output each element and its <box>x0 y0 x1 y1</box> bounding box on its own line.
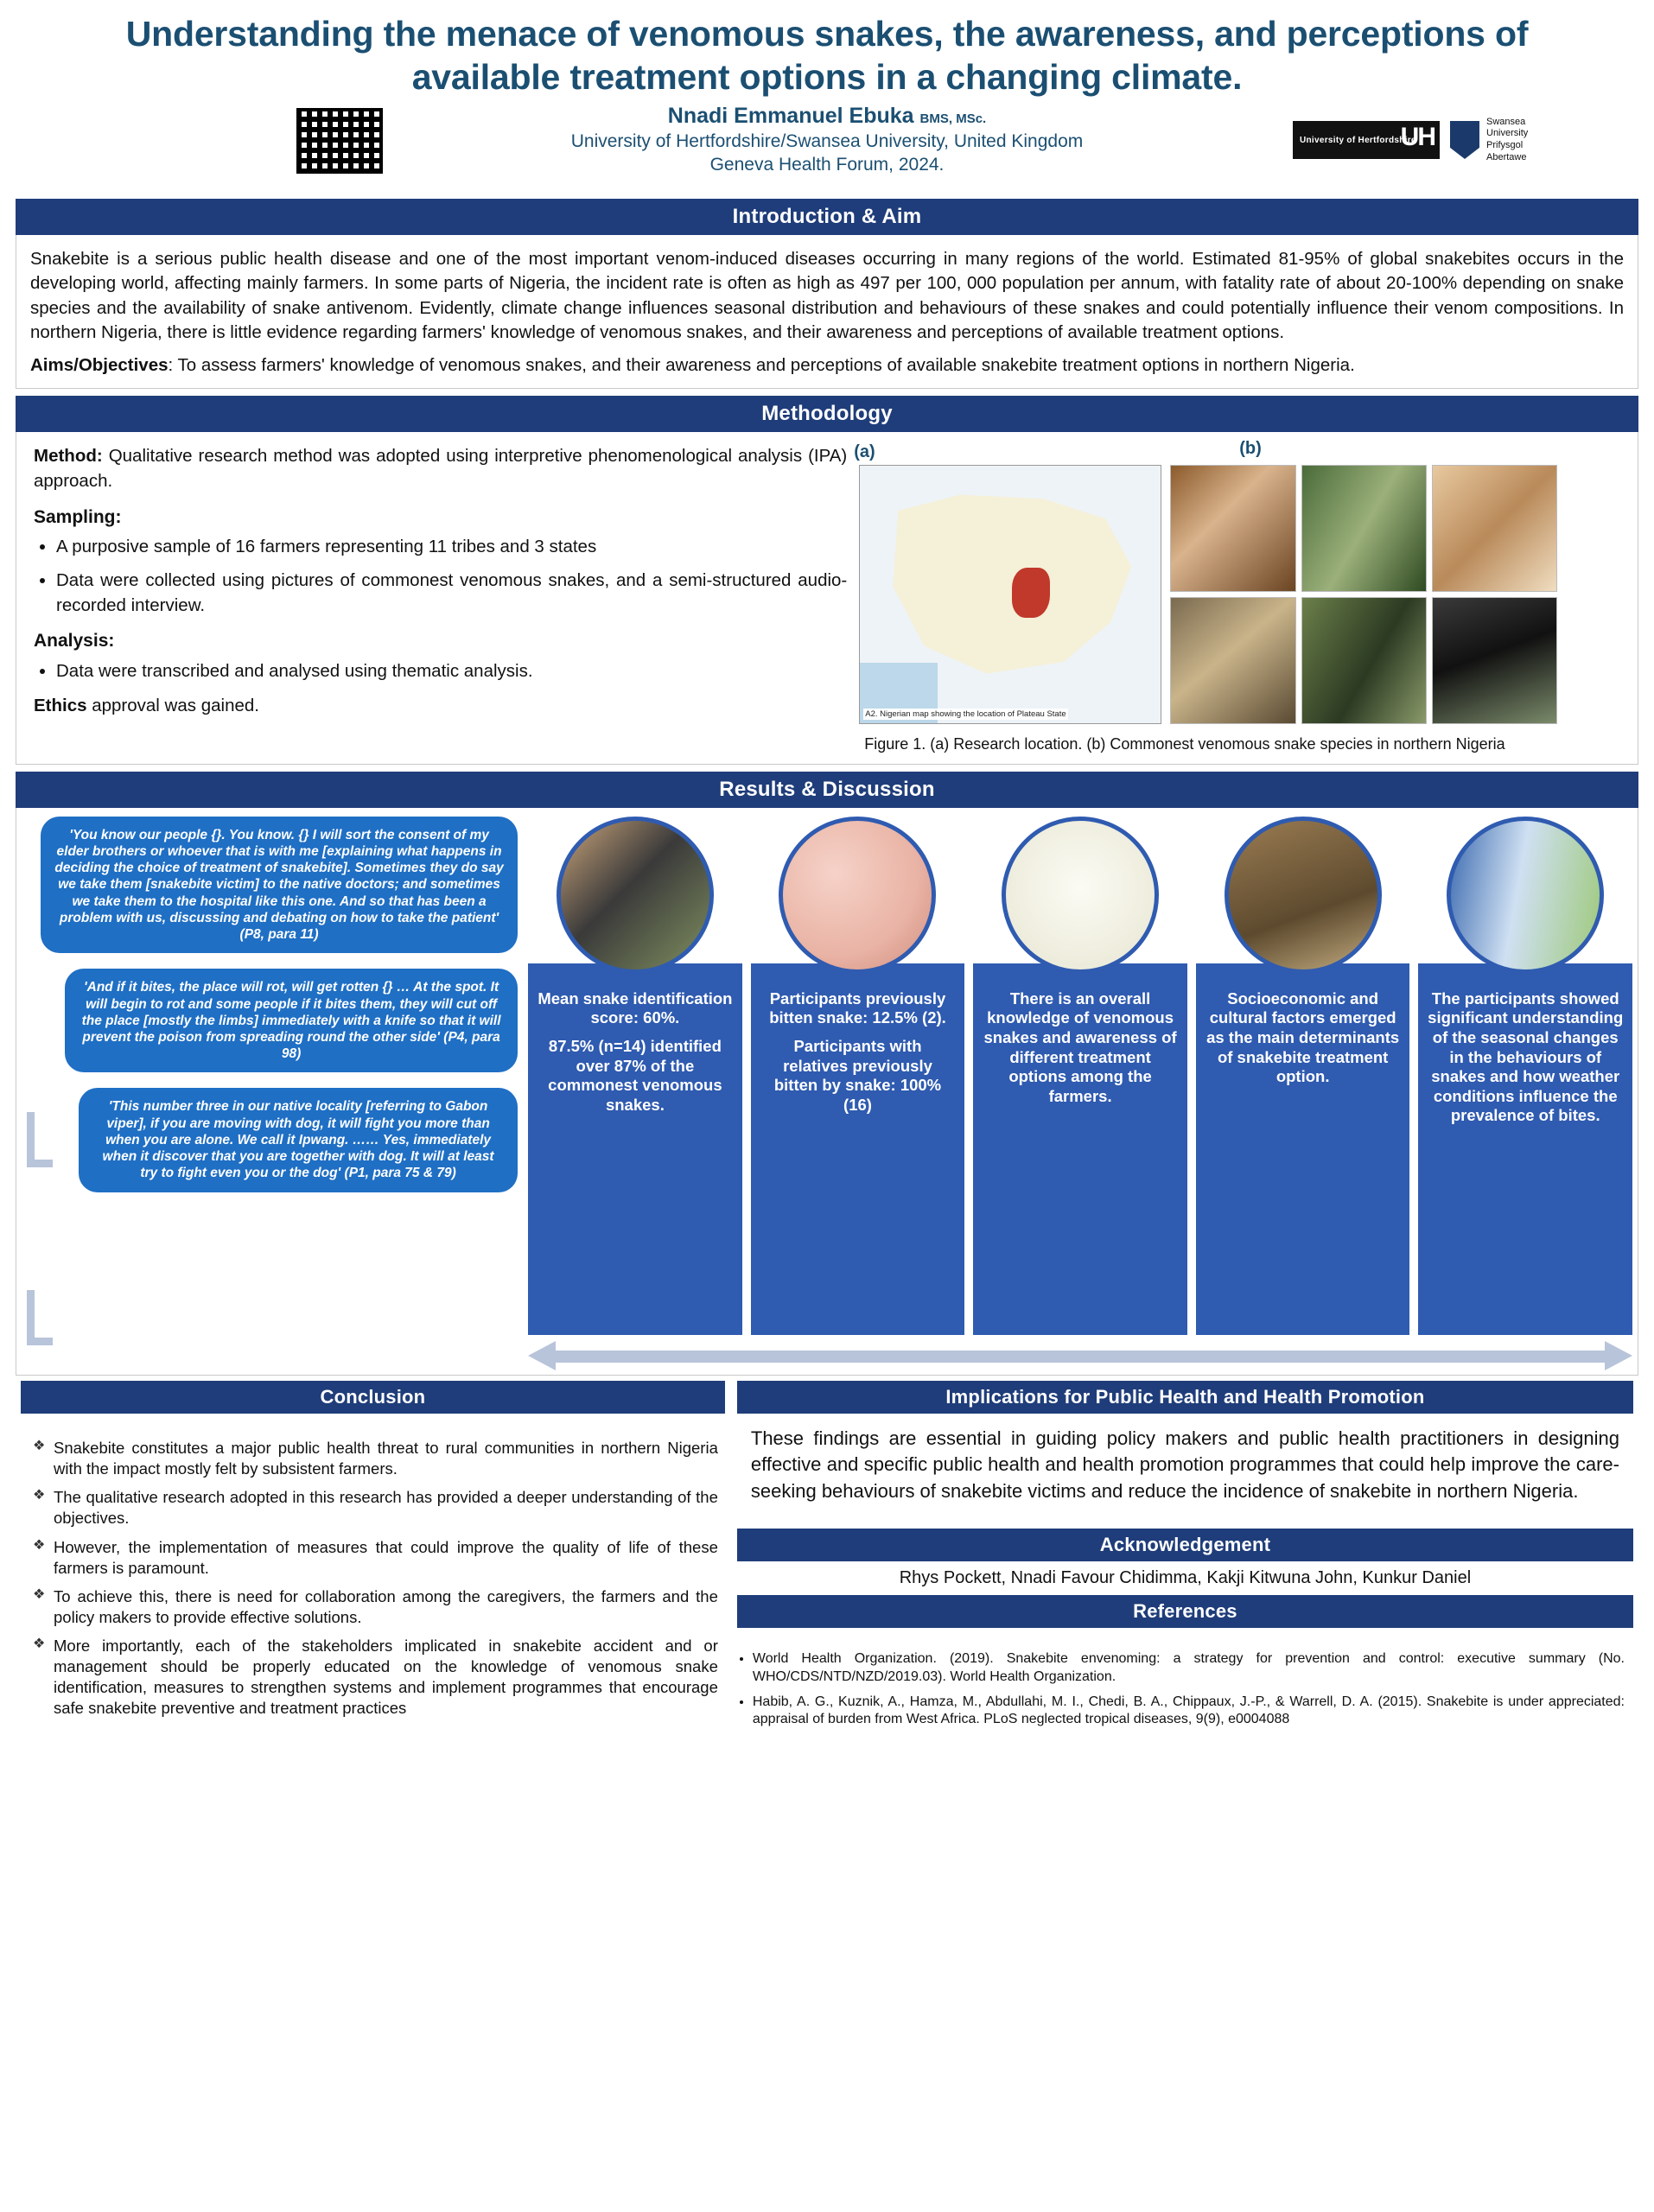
author-name-text: Nnadi Emmanuel Ebuka <box>667 104 914 129</box>
snake-photo <box>1301 465 1427 592</box>
quote-bubble: 'You know our people {}. You know. {} I will sort the consent of my elder brothers or whoever that is with me [explaining what happens in deciding the choice of treatment of snakebite]. Sometimes they do say we take them [snakebite victim] to the native doctors; and sometimes we take them to the hospital like this one. And so that has been a problem with us, discussing and debating on how to take the patient' (P8, para 11) <box>41 817 518 954</box>
aims-objectives <box>16 352 1638 388</box>
plateau-state-highlight <box>1012 568 1050 618</box>
result-card-line: Socioeconomic and cultural factors emerged as the main determinants of snakebite treatment option. <box>1206 988 1400 1086</box>
method-label: Method: <box>34 446 103 467</box>
snake-photo-collage-icon <box>557 817 714 974</box>
figure-1-caption: Figure 1. (a) Research location. (b) Commonest venomous snake species in northern Nigeria <box>864 735 1505 753</box>
snake-photo <box>1170 597 1295 724</box>
result-card <box>1418 817 1632 1335</box>
swansea-line1: Swansea <box>1486 116 1526 127</box>
section-header-acknowledgement: Acknowledgement <box>737 1529 1633 1561</box>
list-item: ❖ However, the implementation of measures that could improve the quality of life of these farmers is paramount. <box>31 1537 718 1579</box>
section-header-conclusion: Conclusion <box>21 1381 725 1414</box>
connector-elbow-icon <box>27 1290 53 1345</box>
panel-b-label: (b) <box>1239 439 1262 459</box>
map-caption: A2. Nigerian map showing the location of Plateau State <box>865 709 1066 720</box>
aims-label: Aims/Objectives <box>30 355 169 376</box>
hertfordshire-logo-text: University of Hertfordshire <box>1300 135 1416 145</box>
conclusion-section <box>21 1381 725 1757</box>
list-item: ❖ The qualitative research adopted in this research has provided a deeper understanding of the objectives. <box>31 1487 718 1529</box>
swansea-line2: University <box>1486 128 1529 139</box>
snake-photo <box>1432 465 1557 592</box>
introduction-section <box>16 235 1638 389</box>
result-card-body <box>751 963 965 1335</box>
analysis-label: Analysis: <box>34 631 115 652</box>
double-arrow-icon <box>528 1342 1632 1371</box>
nigeria-map-image <box>859 465 1161 724</box>
quote-bubble: 'This number three in our native locality [referring to Gabon viper], if you are moving with dog, it will fight you more than when you are alone. We call it Ipwang. …… Yes, immediately when it discover that you are together with dog. It will at least try to fight even you or the dog' (P1, para 75 & 79) <box>79 1088 518 1192</box>
result-card-line: Participants previously bitten snake: 12.5% (2). <box>769 988 946 1027</box>
participant-quotes <box>22 817 518 1371</box>
section-header-references: References <box>737 1595 1633 1628</box>
snake-photo <box>1432 597 1557 724</box>
quote-bubble: 'And if it bites, the place will rot, will get rotten {} … At the spot. It will begin to rot and some people if it bites them, they will cut off the place [mostly the limbs] immediately with a knife so that it will prevent the poison from spreading round the other side' (P4, para 98) <box>65 969 518 1072</box>
result-card-body <box>1196 963 1410 1335</box>
swansea-crest-icon <box>1450 121 1479 159</box>
implications-column <box>737 1381 1633 1757</box>
methodology-section <box>16 432 1638 764</box>
result-card-line: There is an overall knowledge of venomous snakes and awareness of different treatment options among the farmers. <box>983 988 1177 1105</box>
swansea-logo-text <box>1486 117 1528 164</box>
arrow-shaft <box>554 1351 1606 1363</box>
snake-photo <box>1170 465 1295 592</box>
sampling-label: Sampling: <box>34 506 122 527</box>
method-text: Qualitative research method was adopted using interpretive phenomenological analysis (IPA) approach. <box>34 446 848 492</box>
qr-code-icon[interactable] <box>292 104 387 178</box>
climate-seasons-tree-icon <box>1447 817 1604 974</box>
bottom-row <box>16 1376 1638 1757</box>
hertfordshire-logo <box>1293 121 1440 159</box>
author-block <box>16 102 1638 199</box>
analysis-label-text: Analysis <box>34 631 109 652</box>
arrow-head-right <box>1605 1341 1632 1370</box>
acknowledgement-names: Rhys Pockett, Nnadi Favour Chidimma, Kakji Kitwuna John, Kunkur Daniel <box>899 1567 1472 1587</box>
methodology-text <box>22 441 859 754</box>
snake-photo-grid <box>1170 465 1557 724</box>
result-cards <box>528 817 1632 1371</box>
conclusion-list <box>21 1429 725 1733</box>
community-farmers-icon <box>1225 817 1382 974</box>
list-item: • Data were collected using pictures of commonest venomous snakes, and a semi-structured audio-recorded interview. <box>56 569 847 618</box>
result-card <box>973 817 1187 1335</box>
section-header-implications: Implications for Public Health and Health Promotion <box>737 1381 1633 1414</box>
section-header-results: Results & Discussion <box>16 772 1638 808</box>
result-card <box>1196 817 1410 1335</box>
list-item: ❖ To achieve this, there is need for collaboration among the caregivers, the farmers and the policy makers to provide effective solutions. <box>31 1586 718 1628</box>
section-header-methodology: Methodology <box>16 396 1638 432</box>
list-item: • Data were transcribed and analysed using thematic analysis. <box>56 659 847 684</box>
section-header-introduction: Introduction & Aim <box>16 199 1638 235</box>
implications-body: These findings are essential in guiding policy makers and public health practitioners in designing effective and specific public health and health promotion programmes that could help improve the care-seeking behaviours of snakebite victims and reduce the incidence of snakebite in northern Nigeria. <box>750 1427 1619 1502</box>
figure-1 <box>854 439 1632 754</box>
list-item: • World Health Organization. (2019). Snakebite envenoming: a strategy for prevention and control: executive summary (No. WHO/CDS/NTD/NZD/2019.03). World Health Organization. <box>753 1650 1625 1687</box>
arrow-head-left <box>528 1341 556 1370</box>
snake-photo <box>1301 597 1427 724</box>
list-item: • Habib, A. G., Kuznik, A., Hamza, M., Abdullahi, M. I., Chedi, B. A., Chippaux, J.-P., & Warrell, D. A. (2015). Snakebite is under appreciated: appraisal of burden from West Africa. PLoS neglected tropical diseases, 9(9), e0004088 <box>753 1694 1625 1730</box>
aims-text: : To assess farmers' knowledge of venomous snakes, and their awareness and perceptions of available snakebite treatment options in northern Nigeria. <box>168 355 1355 376</box>
author-degrees: BMS, MSc. <box>919 111 987 127</box>
list-item: ❖ More importantly, each of the stakeholders implicated in snakebite accident and or management should be properly educated on the knowledge of venomous snake identification, measures to strengthen systems and implement programmes that encourage safe snakebite preventive and treatment practices <box>31 1636 718 1719</box>
analysis-list <box>34 659 847 684</box>
rod-of-asclepius-icon <box>1002 817 1159 974</box>
result-card-body <box>528 963 742 1335</box>
references-list <box>737 1642 1633 1743</box>
results-section <box>16 808 1638 1376</box>
list-item: ❖ Snakebite constitutes a major public health threat to rural communities in northern Nigeria with the impact mostly felt by subsistent farmers. <box>31 1438 718 1479</box>
uh-mark: UH <box>1400 123 1435 152</box>
author-event: Geneva Health Forum, 2024. <box>709 155 945 175</box>
introduction-body: Snakebite is a serious public health disease and one of the most important venom-induced diseases occurring in many regions of the world. Estimated 81-95% of global snakebites occurs in the developing world, affecting mainly farmers. In some parts of Nigeria, the incident rate is often as high as 497 per 100, 000 population per annum, with fatality rate of about 20-100% depending on snake species and the availability of snake antivenom. Evidently, climate change influences seasonal distribution and behaviours of these snakes and could potentially influence their venom compositions. In northern Nigeria, there is little evidence regarding farmers' knowledge of venomous snakes, and their awareness and perceptions of available treatment options. <box>30 249 1624 342</box>
result-card-line: Participants with relatives previously bitten by snake: 100% (16) <box>773 1036 942 1114</box>
result-card-line: Mean snake identification score: 60%. <box>538 988 733 1027</box>
ethics-text: approval was gained. <box>86 696 259 716</box>
list-item: • A purposive sample of 16 farmers representing 11 tribes and 3 states <box>56 535 847 560</box>
result-card-body <box>973 963 1187 1335</box>
result-card-line: 87.5% (n=14) identified over 87% of the commonest venomous snakes. <box>548 1036 722 1114</box>
page-title: Understanding the menace of venomous snakes, the awareness, and perceptions of available treatment options in a changing climate. <box>125 14 1529 98</box>
swansea-line4: Abertawe <box>1486 151 1527 162</box>
ethics-label: Ethics <box>34 696 87 716</box>
result-card-line: The participants showed significant understanding of the seasonal changes in the behaviours of snakes and how weather conditions influence the prevalence of bites. <box>1428 988 1624 1125</box>
author-affiliation: University of Hertfordshire/Swansea University, United Kingdom <box>570 131 1084 152</box>
swansea-logo <box>1450 116 1614 164</box>
swansea-line3: Prifysgol <box>1486 140 1524 151</box>
snakebite-illustration-icon <box>779 817 936 974</box>
result-card-body <box>1418 963 1632 1335</box>
ethics-paragraph <box>34 694 847 719</box>
panel-a-label: (a) <box>854 442 875 462</box>
result-card <box>751 817 965 1335</box>
connector-elbow-icon <box>27 1112 53 1167</box>
method-paragraph <box>34 444 847 493</box>
sampling-list <box>34 535 847 618</box>
result-card <box>528 817 742 1335</box>
